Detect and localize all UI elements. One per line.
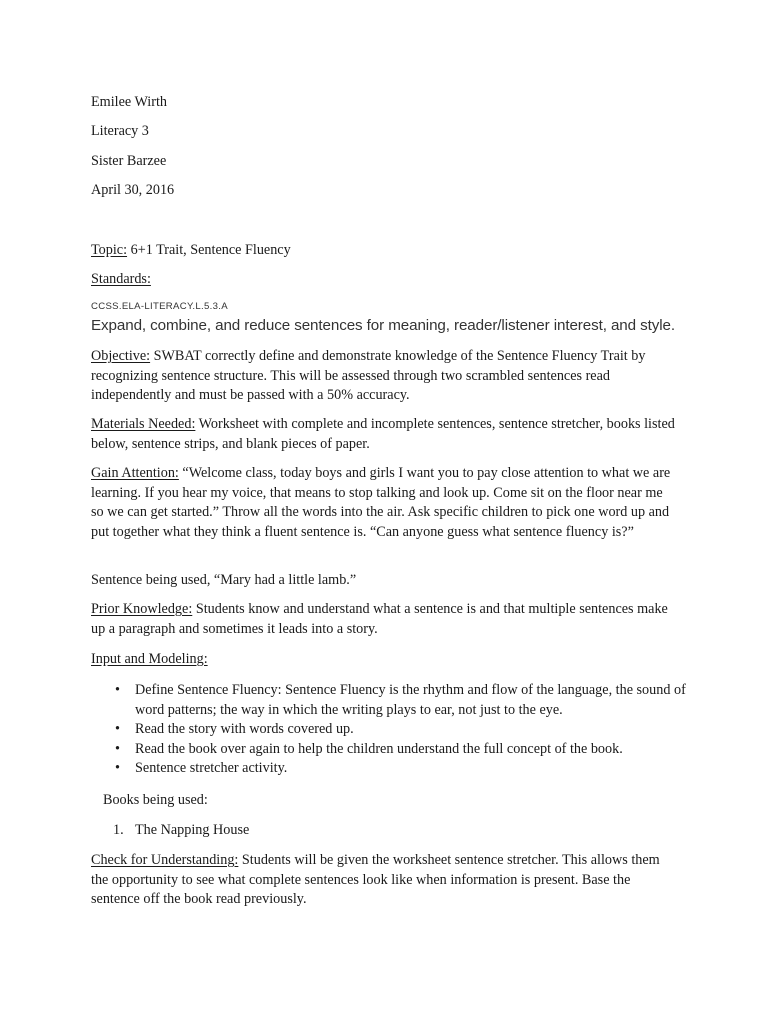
book-title: The Napping House	[135, 822, 250, 838]
gain-attention-label: Gain Attention:	[91, 465, 179, 481]
topic-text: 6+1 Trait, Sentence Fluency	[127, 242, 291, 258]
student-name: Emilee Wirth	[91, 94, 167, 110]
list-item	[91, 740, 688, 760]
books-list	[91, 821, 678, 841]
check-understanding-label: Check for Understanding:	[91, 852, 239, 868]
sentence-used: Sentence being used, “Mary had a little lamb.”	[91, 572, 357, 588]
check-understanding-paragraph	[91, 851, 678, 910]
standard-description: Expand, combine, and reduce sentences for meaning, reader/listener interest, and style.	[91, 317, 675, 334]
gain-attention-text: “Welcome class, today boys and girls I want you to pay close attention to what we are learning. If you hear my voice, that means to stop talking and look up. Come sit on the floor near me so we can get started.” Throw all the words into the air. Ask specific children to pick one word up and put together what they think a fluent sentence is. “Can anyone guess what sentence fluency is?”	[91, 465, 671, 540]
objective-text: SWBAT correctly define and demonstrate knowledge of the Sentence Fluency Trait by recognizing sentence structure. This will be assessed through two scrambled sentences read independently and must be passed with a 50% accuracy.	[91, 348, 646, 403]
input-modeling-list	[91, 681, 688, 779]
list-item-text: Define Sentence Fluency: Sentence Fluency is the rhythm and flow of the language, the sound of word patterns; the way in which the writing plays to ear, not just to the eye.	[135, 682, 686, 718]
objective-label: Objective:	[91, 348, 151, 364]
materials-paragraph	[91, 415, 678, 454]
bullet-icon: •	[115, 740, 120, 757]
course-name: Literacy 3	[91, 123, 149, 139]
standards-heading	[91, 270, 678, 290]
bullet-icon: •	[115, 682, 120, 698]
materials-label: Materials Needed:	[91, 416, 196, 432]
list-item	[91, 681, 688, 720]
list-item-text: Sentence stretcher activity.	[135, 760, 288, 776]
topic-line	[91, 241, 678, 261]
standards-label: Standards:	[91, 271, 151, 287]
standard-code: CCSS.ELA-LITERACY.L.5.3.A	[91, 301, 228, 312]
list-item	[91, 759, 688, 779]
list-item	[91, 821, 678, 841]
input-modeling-label: Input and Modeling:	[91, 651, 208, 667]
objective-paragraph	[91, 347, 678, 406]
list-item	[91, 720, 688, 740]
topic-label: Topic:	[91, 242, 128, 258]
check-understanding-text: Students will be given the worksheet sentence stretcher. This allows them the opportunity to see what complete sentences look like when information is present. Base the sentence off the book read previously.	[91, 852, 660, 907]
list-item-text: Read the book over again to help the children understand the full concept of the book.	[135, 740, 623, 757]
books-heading: Books being used:	[103, 792, 208, 808]
input-modeling-heading	[91, 650, 678, 670]
gain-attention-paragraph	[91, 464, 678, 542]
list-number: 1.	[113, 822, 124, 838]
prior-knowledge-paragraph	[91, 600, 678, 639]
teacher-name: Sister Barzee	[91, 153, 167, 169]
prior-knowledge-text: Students know and understand what a sentence is and that multiple sentences make up a paragraph and sometimes it leads into a story.	[91, 601, 668, 637]
list-item-text: Read the story with words covered up.	[135, 721, 354, 737]
bullet-icon: •	[115, 721, 120, 737]
prior-knowledge-label: Prior Knowledge:	[91, 601, 193, 617]
document-date: April 30, 2016	[91, 182, 175, 198]
bullet-icon: •	[115, 760, 120, 776]
materials-text: Worksheet with complete and incomplete sentences, sentence stretcher, books listed below, sentence strips, and blank pieces of paper.	[91, 416, 675, 452]
